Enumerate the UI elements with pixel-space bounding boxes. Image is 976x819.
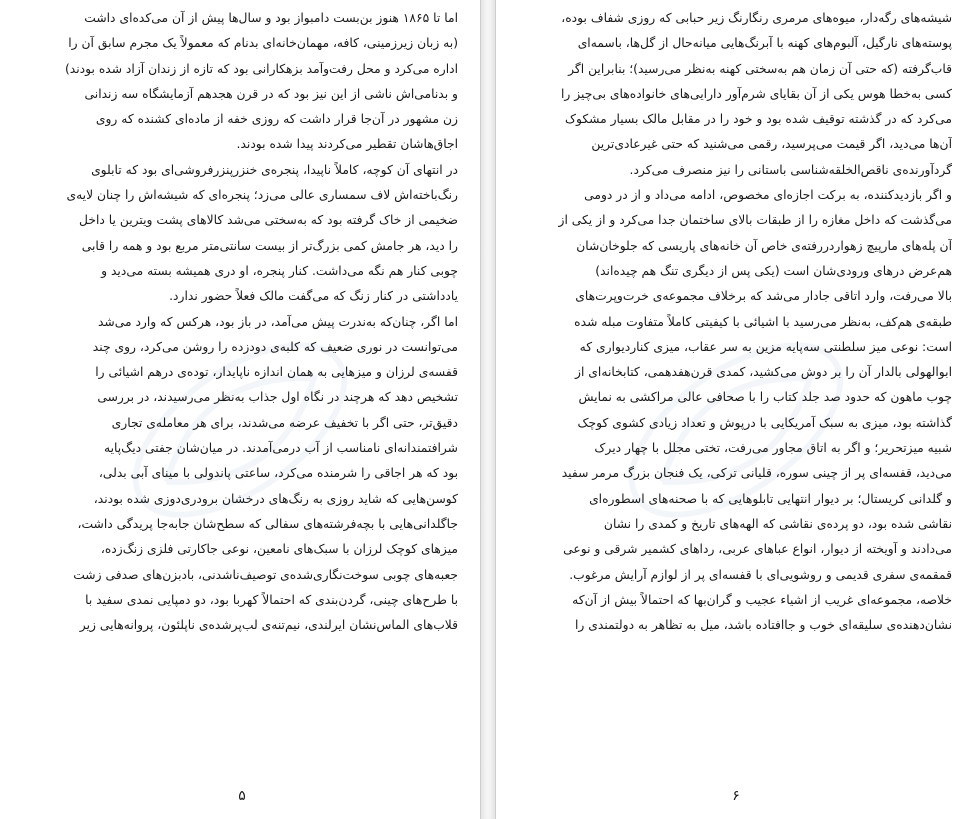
text-line: است: نوعی میز سلطنتی سه‌پایه مزین به سر عقاب، میزی کناردیواری که [579,339,952,354]
text-line: ابوالهولی بالدار آن را بر دوش می‌کشید، کمدی قرن‌هفدهمی، کتابخانه‌ای از [575,365,952,380]
text-line: نقاشی شده بود، دو پرده‌ی نقاشی که الهه‌های تاریخ و کمدی را نشان [603,516,952,531]
text-line: می‌دادند و آویخته از دیوار، انواع عباهای عربی، رداهای کشمیر شرقی و نوعی [563,542,952,557]
text-line: اداره می‌کرد و محل رفت‌وآمد بزهکارانی بود که تازه از زندان آزاد شده بودند) [64,61,458,76]
page-text [536,6,952,638]
page-right [496,0,976,819]
text-line: قلاب‌های الماس‌نشان ایرلندی، نیم‌تنه‌ی لب‌پرشده‌ی ناپلئون، پروانه‌هایی زیر [79,618,458,633]
text-line: می‌توانست در نوری ضعیف که کلبه‌ی دودزده را روشن می‌کرد، روی چند [92,339,458,354]
text-line: گردآورنده‌ی ناقص‌الخلقه‌شناسی باستانی را نیز منصرف می‌کرد. [629,162,952,177]
text-line: گذاشته بود، میزی به سبک آمریکایی با درپوش و تعداد زیادی کشوی کوچک [577,415,952,430]
text-line: می‌گذشت که داخل مغازه را از طبقات بالای ساختمان جدا می‌کرد و از یکی از [558,213,952,228]
text-line: اجاق‌هاشان تقطیر می‌کردند پیدا شده بودند. [236,137,458,152]
text-line: اما تا ۱۸۶۵ هنوز بن‌بست دامبواز بود و سال‌ها پیش از آن می‌کده‌ای داشت [84,11,458,25]
text-line: و بدنامی‌اش ناشی از این نیز بود که در قرن هجدهم آزمایشگاه سه زندانی [84,86,458,101]
text-line: قاب‌گرفته (که حتی آن زمان هم به‌سختی کهنه به‌نظر می‌رسید)؛ بنابراین اگر [568,61,952,76]
text-line: شیشه‌های رگه‌دار، میوه‌های مرمری رنگارنگ زیر حبابی که روزی شفاف بوده، [561,11,952,25]
text-line: ضخیمی از خاک گرفته بود که به‌سختی می‌شد کالاهای پشت ویترین یا داخل [79,213,458,228]
text-line: (به زبان زیرزمینی، کافه، مهمان‌خانه‌ای بدنام که معمولاً یک مجرم سابق آن را [68,36,458,51]
page-text [40,6,458,638]
text-line: چوب ماهون که حدود صد جلد کتاب را با صحافی عالی مراکشی به نمایش [578,390,952,405]
text-line: خلاصه، مجموعه‌ای غریب از اشیاء عجیب و گران‌بها که احتمالاً بیش از آن‌که [572,592,952,607]
page-number: ۵ [238,788,246,804]
text-line: جعبه‌های چوبی سوخت‌نگاری‌شده‌ی توصیف‌ناشدنی، بادبزن‌های صدفی زشت [73,567,458,582]
text-line: چوبی کنار هم نگه می‌داشت. کنار پنجره، او دری همیشه بسته می‌دید و [101,263,458,278]
text-line: شرافتمندانه‌ای نامناسب از آب درمی‌آمدند. در میان‌شان جفتی دیگ‌پایه [104,441,458,456]
text-line: جاگلدانی‌هایی با بچه‌فرشته‌های سفالی که سطح‌شان جابه‌جا پریدگی داشت، [77,516,458,531]
text-line: بود که هر اجاقی را شرمنده می‌کرد، ساعتی پاندولی با مینای آبی بدلی، [98,466,458,481]
page-number: ۶ [732,788,740,804]
text-line: با طرح‌های چینی، گردن‌بندی که احتمالاً کهربا بود، دو دمپایی نمدی سفید با [85,592,458,607]
text-line: کوسن‌هایی که شاید روزی به رنگ‌های درخشان برودری‌دوزی شده بودند، [93,491,458,506]
text-line: تشخیص دهد که هرچند در نگاه اول جذاب به‌نظر می‌رسیدند، در بررسی [97,390,458,405]
text-line: می‌کرد که در گذشته توقیف شده بود و خود را در مقابل مالک بسیار مشکوک [564,112,952,127]
text-line: پوسته‌های نارگیل، آلبوم‌های کهنه با آبرنگ‌هایی میانه‌حال از گل‌ها، باسمه‌ای [577,36,952,51]
text-line: و گلدانی کریستال؛ بر دیوار انتهایی تابلوهایی که با صحنه‌های اسطوره‌ای [589,491,952,506]
book-gutter [480,0,496,819]
text-line: رنگ‌باخته‌اش لاف سمساری عالی می‌زد؛ پنجره‌ای که شیشه‌اش را چنان لایه‌ی [66,188,458,203]
text-line: نشان‌دهنده‌ی سلیقه‌ای خوب و جاافتاده باشد، میل به تظاهر به دولتمندی را [575,618,952,633]
text-line: را دید، هر جامش کمی بزرگ‌تر از بیست سانتی‌متر مربع بود و همه را قابی [81,238,458,253]
text-line: شبیه میزتحریر؛ و اگر به اتاق مجاور می‌رفت، تختی مجلل با چهار دیرک [594,441,952,456]
text-line: قمقمه‌ی سفری قدیمی و روشویی‌ای با قفسه‌ای پر از لوازم آرایش مرغوب. [569,567,952,582]
text-line: طبقه‌ی هم‌کف، به‌نظر می‌رسید با اشیائی با کیفیتی کاملاً متفاوت مبله شده [574,314,952,329]
text-line: دقیق‌تر، حتی اگر با تخفیف عرضه می‌شدند، برای هر معامله‌ی تجاری [111,415,458,430]
text-line: آن‌ها می‌دید، اگر قیمت می‌پرسید، رقمی می‌شنید که حتی غیرعادی‌ترین [591,137,952,152]
text-line: می‌دید، قفسه‌ای پر از چینی سوره، قلیانی ترکی، یک فنجان بزرگ مرمر سفید [561,466,952,481]
text-line: آن پله‌های مارپیچ زهواردررفته‌ی خاص آن خانه‌های پاریسی که جلوخان‌شان [576,238,952,253]
text-line: یادداشتی در کنار زنگ که می‌گفت مالک فعلاً حضور ندارد. [169,289,458,304]
text-line: کسی به‌خطا هوس یکی از آن بقایای شرم‌آور دارایی‌های خانواده‌های بی‌چیز را [560,86,952,101]
text-line: بالا می‌رفت، وارد اتاقی جادار می‌شد که برخلاف مجموعه‌ی خرت‌وپرت‌های [575,289,952,304]
text-line: در انتهای آن کوچه، کاملاً ناپیدا، پنجره‌ی خنزرپنزرفروشی‌ای بود که تابلوی [91,162,458,177]
page-left [0,0,480,819]
text-line: و اگر بازدیدکننده، به برکت اجازه‌ای مخصوص، ادامه می‌داد و از در دومی [584,188,952,203]
text-line: قفسه‌ی لرزان و میزهایی به همان اندازه ناپایدار، توده‌ی درهم اشیائی را [95,365,458,380]
text-line: اما اگر، چنان‌که به‌ندرت پیش می‌آمد، در باز بود، هرکس که وارد می‌شد [97,314,458,329]
text-line: هم‌عرض درهای ورودی‌شان است (یکی پس از دیگری تنگ هم چیده‌اند) [595,263,952,278]
text-line: میزهای کوچک لرزان با سبک‌های نامعین، نوعی جاکارتی فلزی زنگ‌زده، [100,542,458,557]
text-line: زن مشهور در آن‌جا قرار داشت که روزی خفه از ماده‌ای کشنده که روی [95,112,458,127]
